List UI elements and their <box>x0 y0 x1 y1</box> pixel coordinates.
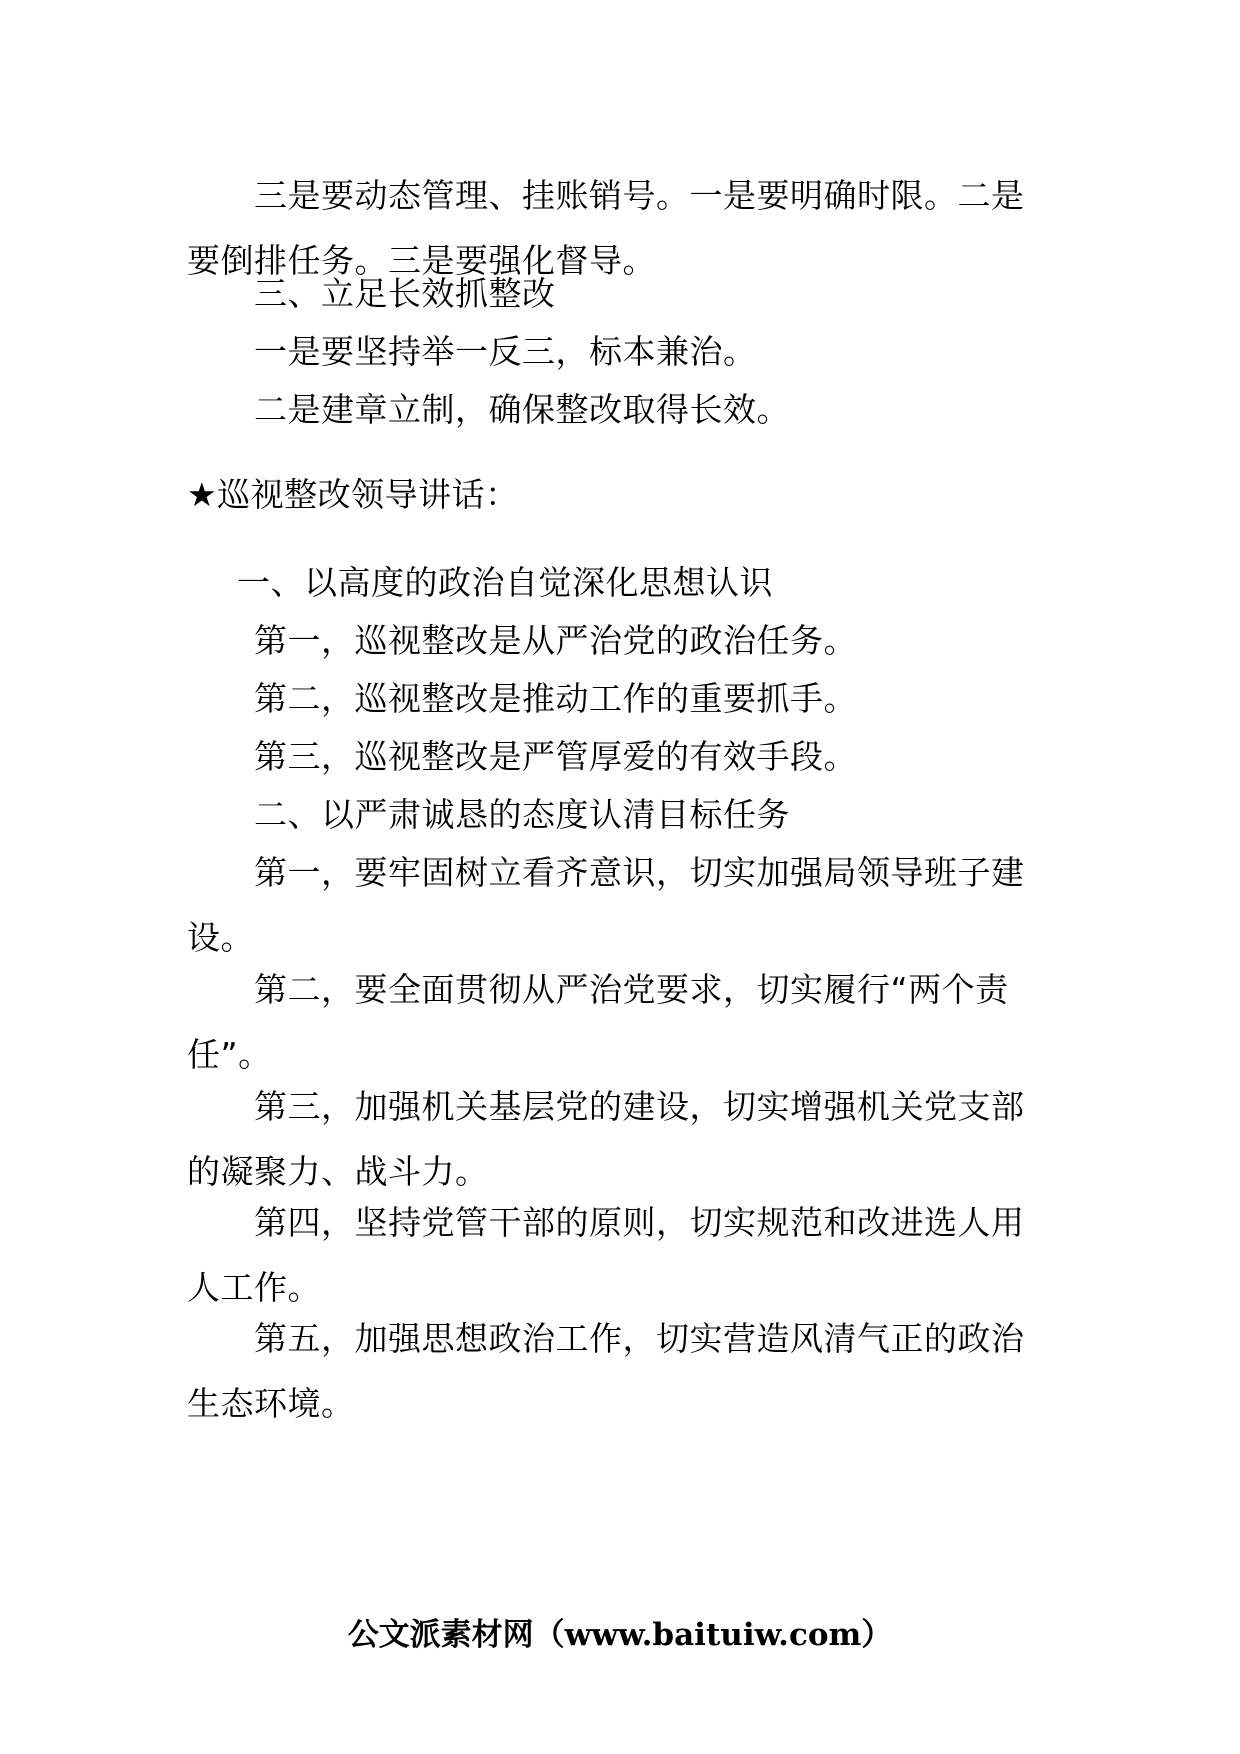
paragraph-point-one: 一是要坚持举一反三，标本兼治。 <box>254 332 757 371</box>
heading-section-three: 三、立足长效抓整改 <box>254 274 556 313</box>
paragraph-goal-two: 第二，要全面贯彻从严治党要求，切实履行“两个责任”。 <box>187 970 1009 1074</box>
heading-part-two: 二、以严肃诚恳的态度认清目标任务 <box>254 795 790 834</box>
footer-source: 公文派素材网（www.baituiw.com） <box>347 1617 893 1653</box>
paragraph-point-two: 二是建章立制，确保整改取得长效。 <box>254 390 790 429</box>
paragraph-second-lever: 第二，巡视整改是推动工作的重要抓手。 <box>254 679 857 718</box>
paragraph-dynamic-management: 三是要动态管理、挂账销号。一是要明确时限。二是要倒排任务。三是要强化督导。 <box>187 176 1025 280</box>
paragraph-first-task: 第一，巡视整改是从严治党的政治任务。 <box>254 621 857 660</box>
paragraph-goal-three: 第三，加强机关基层党的建设，切实增强机关党支部的凝聚力、战斗力。 <box>187 1087 1025 1191</box>
paragraph-goal-one: 第一，要牢固树立看齐意识，切实加强局领导班子建设。 <box>187 853 1025 957</box>
paragraph-third-means: 第三，巡视整改是严管厚爱的有效手段。 <box>254 737 857 776</box>
heading-leader-speech: ★巡视整改领导讲话： <box>187 475 519 514</box>
paragraph-goal-four: 第四，坚持党管干部的原则，切实规范和改进选人用人工作。 <box>187 1203 1025 1307</box>
heading-part-one: 一、以高度的政治自觉深化思想认识 <box>237 563 773 602</box>
paragraph-goal-five: 第五，加强思想政治工作，切实营造风清气正的政治生态环境。 <box>187 1319 1025 1423</box>
